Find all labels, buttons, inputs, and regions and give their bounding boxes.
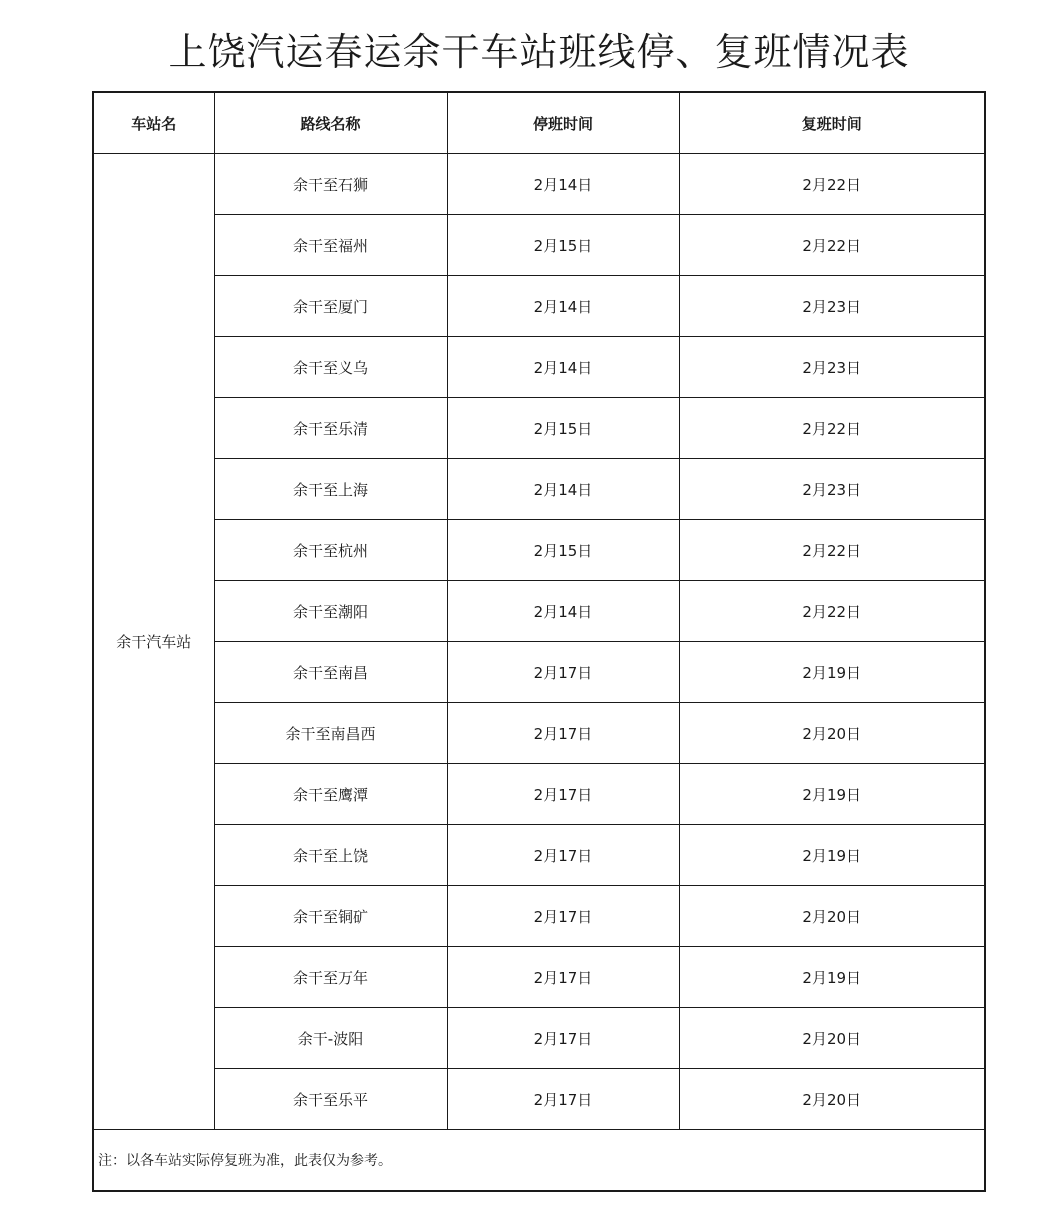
stop-time-cell: 2月15日 bbox=[447, 215, 679, 276]
stop-time-cell: 2月17日 bbox=[447, 642, 679, 703]
table-row bbox=[93, 703, 985, 764]
route-cell: 余干至南昌西 bbox=[214, 703, 447, 764]
route-cell: 余干至万年 bbox=[214, 947, 447, 1008]
route-cell: 余干至南昌 bbox=[214, 642, 447, 703]
resume-time-cell: 2月19日 bbox=[679, 764, 985, 825]
header-resume-time: 复班时间 bbox=[679, 92, 985, 154]
table-row bbox=[93, 276, 985, 337]
resume-time-cell: 2月23日 bbox=[679, 459, 985, 520]
stop-time-cell: 2月14日 bbox=[447, 154, 679, 215]
resume-time-cell: 2月20日 bbox=[679, 703, 985, 764]
resume-time-cell: 2月22日 bbox=[679, 215, 985, 276]
table-row bbox=[93, 642, 985, 703]
note-row bbox=[93, 1130, 985, 1192]
resume-time-cell: 2月22日 bbox=[679, 520, 985, 581]
route-cell: 余干至铜矿 bbox=[214, 886, 447, 947]
header-stop-time: 停班时间 bbox=[447, 92, 679, 154]
resume-time-cell: 2月19日 bbox=[679, 825, 985, 886]
route-cell: 余干至潮阳 bbox=[214, 581, 447, 642]
table-row bbox=[93, 764, 985, 825]
table-row bbox=[93, 1069, 985, 1130]
stop-time-cell: 2月17日 bbox=[447, 825, 679, 886]
table-row bbox=[93, 337, 985, 398]
route-cell: 余干-波阳 bbox=[214, 1008, 447, 1069]
stop-time-cell: 2月14日 bbox=[447, 276, 679, 337]
stop-time-cell: 2月17日 bbox=[447, 886, 679, 947]
resume-time-cell: 2月22日 bbox=[679, 581, 985, 642]
route-cell: 余干至义乌 bbox=[214, 337, 447, 398]
stop-time-cell: 2月17日 bbox=[447, 764, 679, 825]
schedule-body bbox=[93, 154, 985, 1192]
resume-time-cell: 2月20日 bbox=[679, 1069, 985, 1130]
resume-time-cell: 2月22日 bbox=[679, 398, 985, 459]
table-row bbox=[93, 1008, 985, 1069]
station-name-cell: 余干汽车站 bbox=[93, 154, 214, 1130]
stop-time-cell: 2月17日 bbox=[447, 947, 679, 1008]
resume-time-cell: 2月20日 bbox=[679, 886, 985, 947]
stop-time-cell: 2月17日 bbox=[447, 1008, 679, 1069]
route-cell: 余干至鹰潭 bbox=[214, 764, 447, 825]
stop-time-cell: 2月14日 bbox=[447, 459, 679, 520]
header-station: 车站名 bbox=[93, 92, 214, 154]
table-row bbox=[93, 154, 985, 215]
stop-time-cell: 2月14日 bbox=[447, 581, 679, 642]
stop-time-cell: 2月17日 bbox=[447, 703, 679, 764]
header-row bbox=[93, 92, 985, 154]
table-row bbox=[93, 520, 985, 581]
route-cell: 余干至乐平 bbox=[214, 1069, 447, 1130]
route-cell: 余干至厦门 bbox=[214, 276, 447, 337]
stop-time-cell: 2月15日 bbox=[447, 520, 679, 581]
table-row bbox=[93, 825, 985, 886]
resume-time-cell: 2月23日 bbox=[679, 276, 985, 337]
resume-time-cell: 2月23日 bbox=[679, 337, 985, 398]
route-cell: 余干至上海 bbox=[214, 459, 447, 520]
route-cell: 余干至上饶 bbox=[214, 825, 447, 886]
note-text: 注：以各车站实际停复班为准，此表仅为参考。 bbox=[93, 1130, 985, 1192]
stop-time-cell: 2月15日 bbox=[447, 398, 679, 459]
resume-time-cell: 2月20日 bbox=[679, 1008, 985, 1069]
table-row bbox=[93, 459, 985, 520]
table-row bbox=[93, 581, 985, 642]
route-cell: 余干至福州 bbox=[214, 215, 447, 276]
schedule-table bbox=[92, 91, 986, 1192]
table-row bbox=[93, 886, 985, 947]
route-cell: 余干至乐清 bbox=[214, 398, 447, 459]
route-cell: 余干至石狮 bbox=[214, 154, 447, 215]
route-cell: 余干至杭州 bbox=[214, 520, 447, 581]
resume-time-cell: 2月19日 bbox=[679, 642, 985, 703]
header-route: 路线名称 bbox=[214, 92, 447, 154]
stop-time-cell: 2月14日 bbox=[447, 337, 679, 398]
stop-time-cell: 2月17日 bbox=[447, 1069, 679, 1130]
resume-time-cell: 2月22日 bbox=[679, 154, 985, 215]
table-row bbox=[93, 398, 985, 459]
page-title: 上饶汽运春运余干车站班线停、复班情况表 bbox=[168, 30, 910, 74]
resume-time-cell: 2月19日 bbox=[679, 947, 985, 1008]
table-row bbox=[93, 215, 985, 276]
table-row bbox=[93, 947, 985, 1008]
